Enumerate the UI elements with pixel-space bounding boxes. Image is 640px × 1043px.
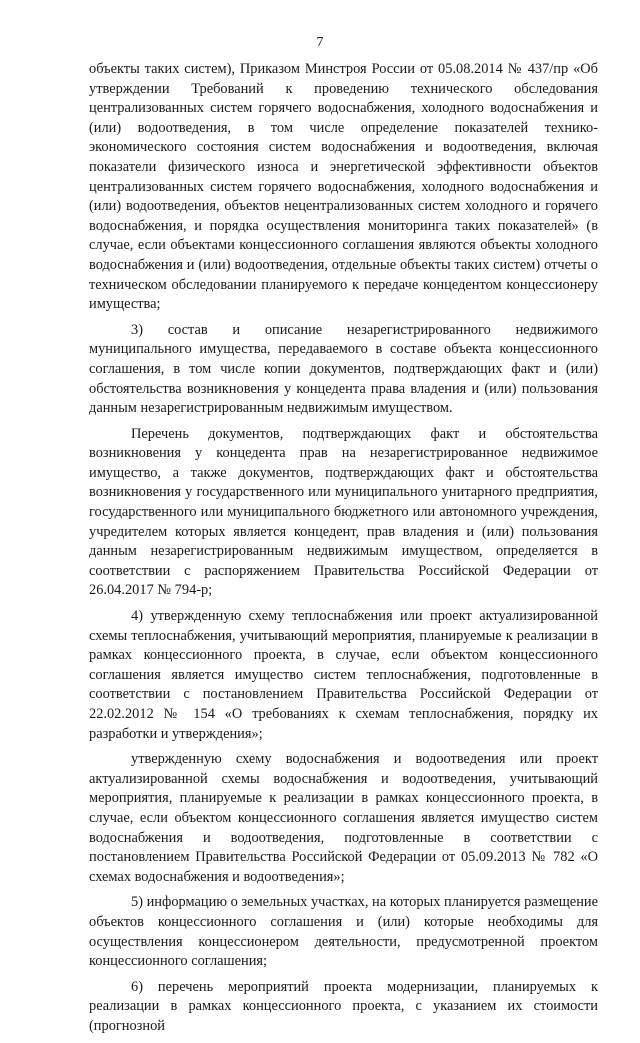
paragraph-item-3: 3) состав и описание незарегистрированного недвижимого муниципального имущества, передаваемого в составе объекта концессионного соглашения, в том числе копии документов, подтверждающих факт и (или) обстоятельства возникновения у концедента права владения и (или) пользования данным незарегистрированным недвижимым имуществом. xyxy=(89,321,598,417)
document-body xyxy=(89,60,598,1043)
paragraph-water-scheme: утвержденную схему водоснабжения и водоотведения или проект актуализированной схемы водоснабжения и водоотведения, учитывающий мероприятия, планируемые к реализации в рамках концессионного проекта, в случае, если объектом концессионного соглашения является имущество систем водоснабжения и водоотведения, подготовленные в соответствии с постановлением Правительства Российской Федерации от 05.09.2013 № 782 «О схемах водоснабжения и водоотведения»; xyxy=(89,751,598,885)
paragraph-document-list: Перечень документов, подтверждающих факт и обстоятельства возникновения у концедента прав на незарегистрированное недвижимое имущество, а также документов, подтверждающих факт и обстоятельства возникновения у государственного или муниципального унитарного предприятия, государственного или муниципального бюджетного или автономного учреждения, учредителем которых является концедент, прав владения и (или) пользования данным незарегистрированным недвижимым имуществом, определяется в соответствии с распоряжением Правительства Российской Федерации от 26.04.2017 № 794-р; xyxy=(89,425,598,599)
paragraph-item-5: 5) информацию о земельных участках, на которых планируется размещение объектов концессионного соглашения и (или) которые необходимы для осуществления концессионером деятельности, предусмотренной проектом концессионного соглашения; xyxy=(89,894,598,970)
paragraph-item-6: 6) перечень мероприятий проекта модернизации, планируемых к реализации в рамках концессионного проекта, с указанием их стоимости (прогнозной xyxy=(89,978,598,1034)
paragraph-item-4: 4) утвержденную схему теплоснабжения или проект актуализированной схемы теплоснабжения, учитывающий мероприятия, планируемые к реализации в рамках концессионного проекта, в случае, если объектом концессионного соглашения является имущество систем теплоснабжения, подготовленные в соответствии с постановлением Правительства Российской Федерации от 22.02.2012 № 154 «О требованиях к схемам теплоснабжения, порядку их разработки и утверждения»; xyxy=(89,608,598,742)
paragraph-continuation: объекты таких систем), Приказом Минстроя России от 05.08.2014 № 437/пр «Об утверждении Требований к проведению технического обследования централизованных систем горячего водоснабжения, холодного водоснабжения и (или) водоотведения, в том числе определение показателей технико-экономического состояния систем водоснабжения и водоотведения, включая показатели физического износа и энергетической эффективности объектов централизованных систем горячего водоснабжения, холодного водоснабжения и (или) водоотведения, объектов нецентрализованных систем холодного и горячего водоснабжения, и порядка осуществления мониторинга таких показателей» (в случае, если объектами концессионного соглашения являются объекты холодного водоснабжения и (или) водоотведения, отдельные объекты таких систем) отчеты о техническом обследовании планируемого к передаче концедентом концессионеру имущества; xyxy=(89,61,598,313)
page-number: 7 xyxy=(316,35,324,50)
